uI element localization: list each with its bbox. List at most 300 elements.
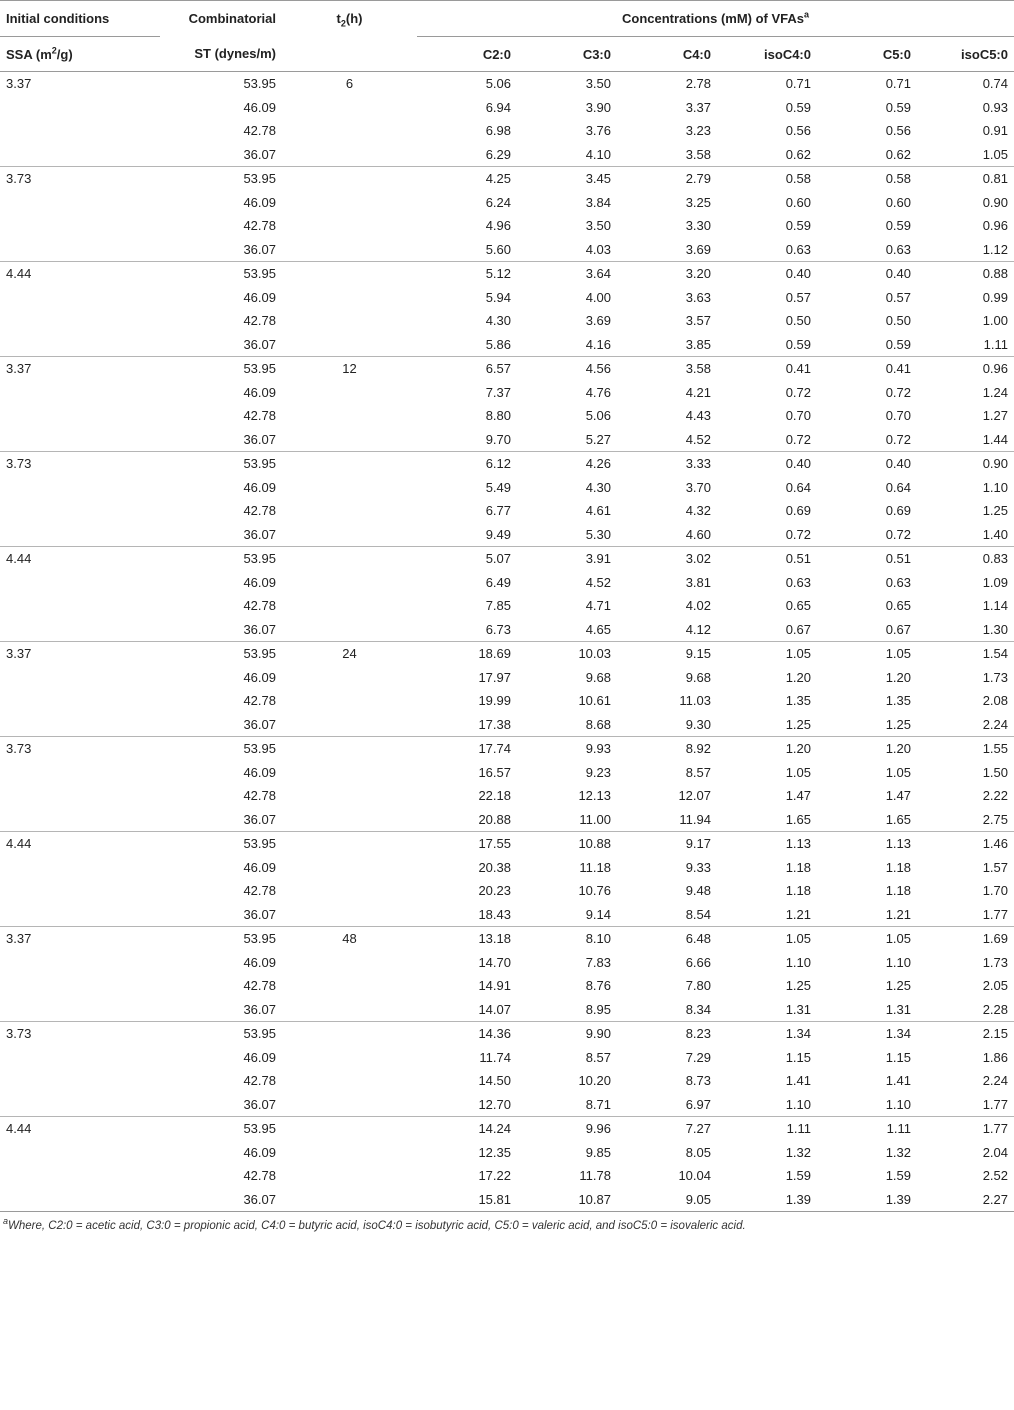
st-cell: 36.07: [160, 143, 282, 167]
header-col-c4: C4:0: [617, 37, 717, 72]
t2-cell: [282, 476, 417, 500]
c5-cell: 0.65: [885, 598, 911, 613]
isoc4-cell: 1.05: [785, 931, 811, 946]
st-cell: 42.78: [243, 1073, 276, 1088]
c5-cell: 1.20: [885, 669, 911, 685]
t2-sub: 2: [340, 18, 346, 29]
st-cell: 53.95: [243, 456, 276, 471]
c3-cell: 4.16: [517, 333, 617, 357]
c3-cell: 11.78: [579, 1168, 611, 1183]
st-cell: 36.07: [160, 1188, 282, 1212]
isoc4-cell: 0.63: [785, 574, 811, 590]
c4-cell: 9.48: [685, 883, 711, 898]
st-cell: 42.78: [243, 598, 276, 613]
isoc5-cell: 1.77: [917, 903, 1014, 927]
t2-cell: 12: [342, 361, 357, 376]
t2-cell: [282, 856, 417, 880]
st-cell: 36.07: [160, 238, 282, 262]
ssa-cell: 4.44: [6, 551, 32, 566]
ssa-cell: [0, 761, 160, 785]
c5-cell: 0.40: [885, 456, 911, 471]
header-combinatorial: Combinatorial: [188, 11, 276, 27]
c2-cell: 8.80: [485, 408, 511, 423]
isoc5-cell: 0.96: [982, 361, 1008, 376]
c3-cell: 7.83: [585, 954, 611, 970]
c4-cell: 4.21: [685, 384, 711, 400]
c2-cell: 9.70: [417, 428, 517, 452]
isoc4-cell: 1.20: [785, 669, 811, 685]
st-cell: 42.78: [243, 313, 276, 328]
c2-cell: 15.81: [417, 1188, 517, 1212]
t2-cell: [282, 618, 417, 642]
ssa-cell: [0, 879, 160, 903]
isoc4-cell: 1.39: [717, 1188, 817, 1212]
c5-cell: 1.39: [817, 1188, 917, 1212]
header-t2: [282, 1, 417, 37]
c5-cell: 1.25: [817, 713, 917, 737]
t2-cell: [282, 381, 417, 405]
ssa-cell: [0, 998, 160, 1022]
c2-cell: 12.35: [478, 1144, 511, 1160]
st-cell: 46.09: [243, 764, 276, 780]
header-col-c3: C3:0: [517, 37, 617, 72]
st-cell: 36.07: [160, 903, 282, 927]
table-footnote: [0, 1212, 1014, 1232]
c3-cell: 12.13: [578, 788, 611, 803]
isoc4-cell: 1.15: [785, 1049, 811, 1065]
isoc4-cell: 0.40: [785, 266, 811, 281]
isoc4-cell: 1.21: [717, 903, 817, 927]
ssa-unit: /g): [56, 46, 73, 62]
ssa-cell: 3.73: [6, 171, 32, 186]
isoc4-cell: 1.47: [785, 788, 811, 803]
st-cell: 46.09: [243, 479, 276, 495]
c2-cell: 6.77: [485, 503, 511, 518]
c3-cell: 4.65: [517, 618, 617, 642]
isoc5-cell: 2.15: [982, 1026, 1008, 1041]
c4-cell: 8.23: [685, 1026, 711, 1041]
c2-cell: 4.30: [485, 313, 511, 328]
isoc5-cell: 1.10: [982, 479, 1008, 495]
c2-cell: 11.74: [479, 1049, 511, 1065]
ssa-cell: [0, 404, 160, 428]
st-cell: 36.07: [160, 808, 282, 832]
ssa-sup: 2: [51, 45, 57, 56]
header-initial-conditions: Initial conditions: [0, 1, 160, 37]
st-cell: 53.95: [243, 171, 276, 186]
isoc5-cell: 1.40: [917, 523, 1014, 547]
ssa-cell: [0, 594, 160, 618]
c5-cell: 1.47: [885, 788, 911, 803]
c4-cell: 8.54: [617, 903, 717, 927]
c2-cell: 14.36: [478, 1026, 511, 1041]
isoc5-cell: 2.24: [982, 1073, 1008, 1088]
c5-cell: 0.63: [885, 574, 911, 590]
footnote-text: Where, C2:0 = acetic acid, C3:0 = propionic acid, C4:0 = butyric acid, isoC4:0 = isobutyric acid, C5:0 = valeric acid, and isoC5:0 = isovaleric acid.: [8, 1220, 746, 1232]
isoc4-cell: 0.65: [785, 598, 811, 613]
c3-cell: 8.76: [585, 978, 611, 993]
isoc4-cell: 1.11: [786, 1121, 811, 1136]
isoc5-cell: 1.86: [982, 1049, 1008, 1065]
c4-cell: 3.58: [617, 143, 717, 167]
t2-cell: [282, 309, 417, 333]
table-row: [0, 713, 1014, 737]
t2-cell: [282, 784, 417, 808]
t2-cell: [282, 594, 417, 618]
isoc4-cell: 0.59: [785, 218, 811, 233]
c4-cell: 9.68: [685, 669, 711, 685]
c3-cell: 3.69: [585, 313, 611, 328]
c5-cell: 1.10: [817, 1093, 917, 1117]
c3-cell: 9.93: [585, 741, 611, 756]
c5-cell: 0.51: [885, 551, 911, 566]
st-cell: 46.09: [243, 1144, 276, 1160]
c2-cell: 6.24: [485, 194, 511, 210]
ssa-cell: [0, 476, 160, 500]
t2-cell: [282, 879, 417, 903]
isoc4-cell: 1.41: [785, 1073, 811, 1088]
c3-cell: 10.88: [578, 836, 611, 851]
table-row: [0, 1022, 1014, 1046]
ssa-cell: 4.44: [6, 266, 32, 281]
c3-cell: 9.85: [585, 1144, 611, 1160]
ssa-cell: [0, 618, 160, 642]
table-row: [0, 191, 1014, 215]
ssa-cell: [0, 523, 160, 547]
c3-cell: 4.56: [585, 361, 611, 376]
c5-cell: 1.05: [885, 931, 911, 946]
isoc4-cell: 1.18: [785, 859, 811, 875]
c3-cell: 10.61: [578, 693, 611, 708]
footnote-sup: a: [3, 1216, 9, 1227]
isoc5-cell: 1.70: [982, 883, 1008, 898]
isoc4-cell: 1.34: [785, 1026, 811, 1041]
table-row: [0, 143, 1014, 167]
c4-cell: 7.29: [685, 1049, 711, 1065]
isoc4-cell: 1.65: [717, 808, 817, 832]
c3-cell: 4.71: [585, 598, 611, 613]
c2-cell: 7.85: [485, 598, 511, 613]
isoc5-cell: 1.44: [917, 428, 1014, 452]
st-cell: 42.78: [243, 788, 276, 803]
st-cell: 36.07: [160, 1093, 282, 1117]
isoc5-cell: 0.96: [982, 218, 1008, 233]
t2-cell: [282, 1069, 417, 1093]
st-cell: 46.09: [243, 954, 276, 970]
isoc5-cell: 0.88: [982, 266, 1008, 281]
c4-cell: 3.69: [617, 238, 717, 262]
c2-cell: 6.49: [485, 574, 511, 590]
isoc5-cell: 0.81: [982, 171, 1008, 186]
isoc4-cell: 1.10: [717, 1093, 817, 1117]
c3-cell: 4.00: [585, 289, 611, 305]
isoc5-cell: 2.28: [917, 998, 1014, 1022]
ssa-cell: [0, 689, 160, 713]
c3-cell: 3.64: [585, 266, 611, 281]
table-row: [0, 927, 1014, 951]
st-cell: 46.09: [243, 194, 276, 210]
c4-cell: 3.30: [685, 218, 711, 233]
c4-cell: 9.15: [685, 646, 711, 661]
table-row: [0, 808, 1014, 832]
isoc5-cell: 1.27: [982, 408, 1008, 423]
isoc4-cell: 0.57: [785, 289, 811, 305]
ssa-cell: [0, 333, 160, 357]
ssa-cell: 4.44: [6, 1121, 32, 1136]
c4-cell: 4.12: [617, 618, 717, 642]
isoc5-cell: 2.08: [982, 693, 1008, 708]
isoc5-cell: 1.77: [917, 1093, 1014, 1117]
c2-cell: 5.60: [417, 238, 517, 262]
c4-cell: 8.05: [685, 1144, 711, 1160]
table-row: [0, 476, 1014, 500]
c4-cell: 10.04: [678, 1168, 711, 1183]
c3-cell: 9.90: [585, 1026, 611, 1041]
t2-cell: [282, 689, 417, 713]
st-cell: 53.95: [243, 836, 276, 851]
conc-sup: a: [804, 9, 810, 20]
table-row: [0, 72, 1014, 96]
c5-cell: 0.69: [885, 503, 911, 518]
ssa-cell: [0, 143, 160, 167]
c3-cell: 9.68: [585, 669, 611, 685]
t2-cell: [282, 167, 417, 191]
table-row: [0, 571, 1014, 595]
header-concentrations: [417, 1, 1014, 37]
isoc4-cell: 1.35: [785, 693, 811, 708]
isoc5-cell: 1.09: [982, 574, 1008, 590]
header-col-c2: C2:0: [417, 37, 517, 72]
table-row: [0, 214, 1014, 238]
ssa-cell: [0, 96, 160, 120]
t2-cell: [282, 1093, 417, 1117]
st-cell: 36.07: [160, 428, 282, 452]
ssa-cell: [0, 1188, 160, 1212]
ssa-cell: 3.37: [6, 76, 32, 91]
c4-cell: 9.17: [685, 836, 711, 851]
c3-cell: 3.45: [585, 171, 611, 186]
c5-cell: 1.05: [885, 764, 911, 780]
c5-cell: 0.59: [885, 218, 911, 233]
st-cell: 42.78: [243, 978, 276, 993]
isoc4-cell: 0.63: [717, 238, 817, 262]
c3-cell: 8.71: [517, 1093, 617, 1117]
st-cell: 46.09: [243, 99, 276, 115]
t2-cell: [282, 666, 417, 690]
st-cell: 46.09: [243, 1049, 276, 1065]
c2-cell: 4.25: [485, 171, 511, 186]
t2-unit: (h): [345, 11, 363, 27]
isoc5-cell: 0.99: [982, 289, 1008, 305]
st-cell: 42.78: [243, 218, 276, 233]
c4-cell: 8.34: [617, 998, 717, 1022]
ssa-base: SSA (m: [6, 46, 52, 62]
c2-cell: 9.49: [417, 523, 517, 547]
c5-cell: 0.72: [817, 428, 917, 452]
isoc5-cell: 1.46: [982, 836, 1008, 851]
isoc5-cell: 1.25: [982, 503, 1008, 518]
c2-cell: 4.96: [485, 218, 511, 233]
st-cell: 42.78: [243, 693, 276, 708]
c3-cell: 3.50: [585, 218, 611, 233]
table-row: [0, 499, 1014, 523]
isoc5-cell: 2.27: [917, 1188, 1014, 1212]
c4-cell: 3.20: [685, 266, 711, 281]
c2-cell: 13.18: [478, 931, 511, 946]
isoc5-cell: 2.24: [917, 713, 1014, 737]
table-row: [0, 119, 1014, 143]
ssa-cell: [0, 214, 160, 238]
isoc4-cell: 1.32: [785, 1144, 811, 1160]
c5-cell: 0.50: [885, 313, 911, 328]
c2-cell: 5.86: [417, 333, 517, 357]
c5-cell: 1.15: [885, 1049, 911, 1065]
table-row: [0, 689, 1014, 713]
t2-cell: [282, 143, 417, 167]
st-cell: 53.95: [243, 76, 276, 91]
ssa-cell: [0, 1141, 160, 1165]
table-row: [0, 903, 1014, 927]
t2-cell: [282, 1188, 417, 1212]
t2-cell: [282, 571, 417, 595]
ssa-cell: [0, 903, 160, 927]
header-col-c5: C5:0: [817, 37, 917, 72]
table-row: [0, 452, 1014, 476]
t2-cell: [282, 262, 417, 286]
st-cell: 42.78: [243, 503, 276, 518]
ssa-cell: 3.37: [6, 646, 32, 661]
c4-cell: 9.05: [617, 1188, 717, 1212]
c5-cell: 0.59: [817, 333, 917, 357]
ssa-cell: 3.73: [6, 456, 32, 471]
table-row: [0, 761, 1014, 785]
c4-cell: 4.43: [685, 408, 711, 423]
ssa-cell: 4.44: [6, 836, 32, 851]
st-cell: 53.95: [243, 931, 276, 946]
isoc5-cell: 1.73: [982, 954, 1008, 970]
c5-cell: 0.58: [885, 171, 911, 186]
t2-cell: [282, 761, 417, 785]
isoc4-cell: 1.05: [785, 646, 811, 661]
isoc4-cell: 1.05: [785, 764, 811, 780]
c2-cell: 14.07: [417, 998, 517, 1022]
table-row: [0, 784, 1014, 808]
ssa-cell: 3.37: [6, 361, 32, 376]
isoc4-cell: 0.60: [785, 194, 811, 210]
c3-cell: 11.00: [517, 808, 617, 832]
c2-cell: 6.98: [485, 123, 511, 138]
c5-cell: 1.13: [885, 836, 911, 851]
t2-cell: [282, 191, 417, 215]
header-st: ST (dynes/m): [160, 37, 282, 72]
t2-cell: [282, 1117, 417, 1141]
t2-cell: [282, 499, 417, 523]
header-ssa: [0, 37, 160, 72]
st-cell: 36.07: [160, 713, 282, 737]
ssa-cell: [0, 856, 160, 880]
c5-cell: 0.40: [885, 266, 911, 281]
ssa-cell: 3.37: [6, 931, 32, 946]
st-cell: 36.07: [160, 333, 282, 357]
st-cell: 53.95: [243, 741, 276, 756]
c5-cell: 1.20: [885, 741, 911, 756]
isoc5-cell: 1.14: [982, 598, 1008, 613]
t2-cell: [282, 737, 417, 761]
isoc4-cell: 0.41: [785, 361, 811, 376]
c2-cell: 5.12: [485, 266, 511, 281]
table-row: [0, 618, 1014, 642]
ssa-cell: [0, 808, 160, 832]
header-col-isoc5: isoC5:0: [917, 37, 1014, 72]
table-row: [0, 1046, 1014, 1070]
st-cell: 53.95: [243, 266, 276, 281]
c2-cell: 17.55: [478, 836, 511, 851]
st-cell: 53.95: [243, 1026, 276, 1041]
c5-cell: 1.65: [817, 808, 917, 832]
c5-cell: 0.62: [817, 143, 917, 167]
ssa-cell: [0, 119, 160, 143]
c4-cell: 3.23: [685, 123, 711, 138]
c5-cell: 0.72: [817, 523, 917, 547]
c5-cell: 1.41: [885, 1073, 911, 1088]
table-row: [0, 856, 1014, 880]
st-cell: 36.07: [160, 998, 282, 1022]
isoc4-cell: 0.50: [785, 313, 811, 328]
c5-cell: 1.21: [817, 903, 917, 927]
st-cell: 53.95: [243, 551, 276, 566]
c5-cell: 1.31: [817, 998, 917, 1022]
c5-cell: 1.32: [885, 1144, 911, 1160]
ssa-cell: [0, 1046, 160, 1070]
c3-cell: 10.87: [517, 1188, 617, 1212]
isoc4-cell: 0.59: [785, 99, 811, 115]
ssa-cell: [0, 238, 160, 262]
isoc5-cell: 1.11: [917, 333, 1014, 357]
t2-cell: 24: [342, 646, 357, 661]
st-cell: 46.09: [243, 384, 276, 400]
c3-cell: 9.14: [517, 903, 617, 927]
c4-cell: 4.52: [617, 428, 717, 452]
c2-cell: 18.69: [478, 646, 511, 661]
table-row: [0, 167, 1014, 191]
c2-cell: 6.12: [485, 456, 511, 471]
c3-cell: 8.57: [585, 1049, 611, 1065]
c4-cell: 3.57: [685, 313, 711, 328]
table-row: [0, 1141, 1014, 1165]
table-header: [0, 1, 1014, 72]
c3-cell: 5.30: [517, 523, 617, 547]
c2-cell: 20.38: [478, 859, 511, 875]
c2-cell: 18.43: [417, 903, 517, 927]
c4-cell: 8.73: [685, 1073, 711, 1088]
t2-cell: [282, 1046, 417, 1070]
table-row: [0, 737, 1014, 761]
isoc4-cell: 1.13: [785, 836, 811, 851]
c3-cell: 8.95: [517, 998, 617, 1022]
isoc5-cell: 1.50: [982, 764, 1008, 780]
c4-cell: 2.78: [685, 76, 711, 91]
c2-cell: 14.24: [478, 1121, 511, 1136]
c4-cell: 3.70: [685, 479, 711, 495]
isoc5-cell: 1.69: [982, 931, 1008, 946]
c5-cell: 0.72: [885, 384, 911, 400]
isoc5-cell: 0.93: [982, 99, 1008, 115]
c4-cell: 4.32: [685, 503, 711, 518]
c5-cell: 1.35: [885, 693, 911, 708]
c4-cell: 7.27: [685, 1121, 711, 1136]
st-cell: 42.78: [243, 123, 276, 138]
isoc4-cell: 1.18: [785, 883, 811, 898]
